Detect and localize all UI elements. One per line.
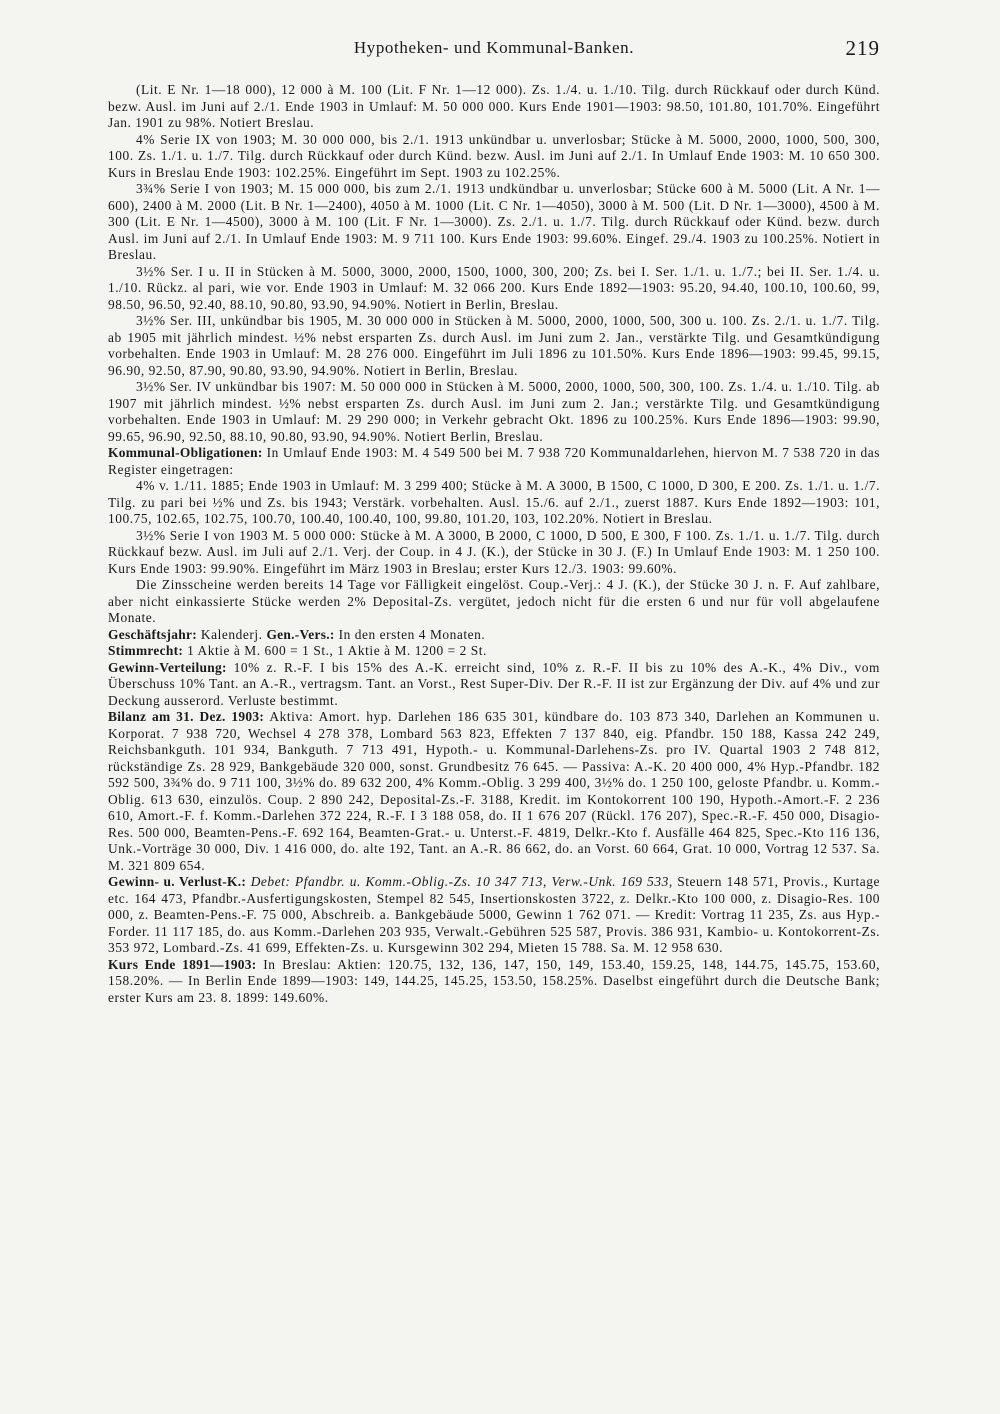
page-number: 219 bbox=[845, 36, 880, 60]
paragraph-stimmrecht bbox=[108, 643, 880, 660]
paragraph-bilanz bbox=[108, 709, 880, 874]
paragraph-zinsscheine: Die Zinsscheine werden bereits 14 Tage vor Fälligkeit eingelöst. Coup.-Verj.: 4 J. (K.), der Stücke 30 J. n. F. Auf zahlbare, aber nicht einkassierte Stücke werden 2% Deposital-Zs. vergütet, jedoch nicht für die ersten 6 und nur für voll abgelaufene Monate. bbox=[108, 577, 880, 625]
section-label: Gewinn-Verteilung: bbox=[108, 659, 227, 675]
paragraph-ser-iii: 3½% Ser. III, unkündbar bis 1905, M. 30 000 000 in Stücken à M. 5000, 2000, 1000, 500, 300 u. 100. Zs. 2./1. u. 1./7. Tilg. ab 1905 mit jährlich mindest. ½% nebst ersparten Zs. durch Ausl. im Juni zum 2. Jan., verstärkte Tilg. und Gesamtkündigung vorbehalten. Ende 1903 in Umlauf: M. 28 276 000. Eingeführt im Juli 1896 zu 101.50%. Kurs Ende 1896—1903: 99.45, 99.15, 96.90, 92.50, 87.90, 90.80, 93.90, 94.90%. Notiert in Berlin, Breslau. bbox=[108, 313, 880, 378]
paragraph-gewinn-verteilung bbox=[108, 660, 880, 710]
section-text: In Umlauf Ende 1903: M. 4 549 500 bei M. 7 938 720 Kommunaldarlehen, hiervon M. 7 538 720 in das Register eingetragen: bbox=[108, 445, 880, 477]
paragraph-lit-ef: (Lit. E Nr. 1—18 000), 12 000 à M. 100 (Lit. F Nr. 1—12 000). Zs. 1./4. u. 1./10. Tilg. durch Rückkauf oder durch Künd. bezw. Ausl. im Juni auf 2./1. Ende 1903 in Umlauf: M. 50 000 000. Kurs Ende 1901—1903: 98.50, 101.80, 101.70%. Eingeführt Jan. 1901 zu 98%. Notiert Breslau. bbox=[108, 82, 880, 130]
section-text: Aktiva: Amort. hyp. Darlehen 186 635 301, kündbare do. 103 873 340, Darlehen an Kommunen u. Korporat. 7 938 720, Wechsel 4 278 378, Lombard 563 823, Effekten 7 137 840, eig. Pfandbr. 150 188, Kassa 242 249, Reichsbankguth. 101 934, Bankguth. 7 713 491, Hypoth.- u. Kommunal-Darlehens-Zs. pro IV. Quartal 1903 2 748 812, rückständige Zs. 28 929, Bankgebäude 320 000, sonst. Grundbesitz 76 645. — Passiva: A.-K. 20 400 000, 4% Hyp.-Pfandbr. 182 592 500, 3¾% do. 9 711 100, 3½% do. 89 632 200, 4% Komm.-Oblig. 3 299 400, 3½% do. 1 250 100, geloste Pfandbr. u. Komm.-Oblig. 613 630, einzulös. Coup. 2 890 242, Deposital-Zs.-F. 3188, Kredit. im Kontokorrent 100 190, Hypoth.-Amort.-F. 2 236 610, Amort.-F. f. Komm.-Darlehen 372 224, R.-F. I 3 188 058, do. II 1 676 207 (Rückl. 176 207), Spec.-R.-F. 450 000, Disagio-Res. 500 000, Beamten-Pens.-F. 692 164, Beamten-Grat.- u. Unterst.-F. 4819, Delkr.-Kto f. Ausfälle 464 825, Spec.-Kto 116 136, Unk.-Vorträge 30 000, Div. 1 416 000, do. alte 192, Tant. an A.-R. 86 662, do. an Vorst. 60 664, Grat. 10 000, Vortrag 12 537. Sa. M. 321 809 654. bbox=[108, 709, 880, 873]
paragraph-gewinn-verlust bbox=[108, 874, 880, 957]
section-label: Gewinn- u. Verlust-K.: bbox=[108, 874, 247, 889]
section-label: Kommunal-Obligationen: bbox=[108, 445, 263, 460]
section-label: Gen.-Vers.: bbox=[266, 626, 335, 642]
paragraph-serie-ix: 4% Serie IX von 1903; M. 30 000 000, bis 2./1. 1913 unkündbar u. unverlosbar; Stücke à M. 5000, 2000, 1000, 500, 300, 100. Zs. 1./1. u. 1./7. Tilg. durch Rückkauf oder durch Künd. bezw. Ausl. im Juni auf 2./1. In Umlauf Ende 1903: M. 10 650 300. Kurs in Breslau Ende 1903: 102.25%. Eingeführt im Sept. 1903 zu 102.25%. bbox=[108, 131, 880, 180]
paragraph-serie-i-1903: 3¾% Serie I von 1903; M. 15 000 000, bis zum 2./1. 1913 undkündbar u. unverlosbar; Stücke 600 à M. 5000 (Lit. A Nr. 1—600), 2400 à M. 2000 (Lit. B Nr. 1—2400), 4050 à M. 1000 (Lit. C Nr. 1—4050), 3000 à M. 500 (Lit. D Nr. 1—3000), 4500 à M. 300 (Lit. E Nr. 1—4500), 3000 à M. 100 (Lit. F Nr. 1—3000). Zs. 2./1. u. 1./7. Tilg. durch Rückkauf oder Künd. bezw. durch Ausl. im Juni auf 2./1. In Umlauf Ende 1903: M. 9 711 100. Kurs Ende 1903: 99.60%. Eingef. 29./4. 1903 zu 100.25%. Notiert in Breslau. bbox=[108, 181, 880, 262]
section-text: In den ersten 4 Monaten. bbox=[334, 626, 486, 642]
section-italic-text: Debet: Pfandbr. u. Komm.-Oblig.-Zs. 10 347 713, Verw.-Unk. 169 533, bbox=[246, 874, 673, 889]
paragraph-kurs-ende bbox=[108, 957, 880, 1007]
document-body bbox=[108, 82, 880, 1006]
section-label: Geschäftsjahr: bbox=[108, 626, 197, 642]
paragraph-ser-i-ii: 3½% Ser. I u. II in Stücken à M. 5000, 3000, 2000, 1500, 1000, 300, 200; Zs. bei I. Ser. 1./1. u. 1./7.; bei II. Ser. 1./4. u. 1./10. Rückz. al pari, wie vor. Ende 1903 in Umlauf: M. 32 066 200. Kurs Ende 1892—1903: 95.20, 94.40, 100.10, 100.60, 99, 98.50, 96.50, 92.40, 88.10, 90.80, 93.90, 94.90%. Notiert in Berlin, Breslau. bbox=[108, 263, 880, 312]
paragraph-3-5pct-serie-i: 3½% Serie I von 1903 M. 5 000 000: Stücke à M. A 3000, B 2000, C 1000, D 500, E 300, F 100. Zs. 1./1. u. 1./7. Tilg. durch Rückkauf bezw. Ausl. im Juli auf 2./1. Verj. der Coup. in 4 J. (K.), der Stücke in 30 J. (F.) In Umlauf Ende 1903: M. 1 250 100. Kurs Ende 1903: 99.90%. Eingeführt im März 1903 in Breslau; erster Kurs 12./3. 1903: 99.60%. bbox=[108, 527, 880, 576]
section-text: In Breslau: Aktien: 120.75, 132, 136, 147, 150, 149, 153.40, 159.25, 148, 144.75, 145.75, 153.60, 158.20%. — In Berlin Ende 1899—1903: 149, 144.25, 145.25, 153.50, 158.25%. Daselbst eingeführt durch die Deutsche Bank; erster Kurs am 23. 8. 1899: 149.60%. bbox=[108, 956, 880, 1005]
paragraph-4pct-1885: 4% v. 1./11. 1885; Ende 1903 in Umlauf: M. 3 299 400; Stücke à M. A 3000, B 1500, C 1000, D 300, E 200. Zs. 1./1. u. 1./7. Tilg. zu pari bei ½% und Zs. bis 1943; Verstärk. vorbehalten. Ausl. 15./6. auf 2./1., zuerst 1887. Kurs Ende 1892—1903: 101, 100.75, 102.65, 102.75, 100.70, 100.40, 100.40, 100, 99.80, 101.20, 103, 102.20%. Notiert in Breslau. bbox=[108, 478, 880, 526]
paragraph-geschaeftsjahr bbox=[108, 627, 880, 644]
section-text: Kalenderj. bbox=[197, 626, 267, 642]
section-text: Steuern 148 571, Provis., Kurtage etc. 164 473, Pfandbr.-Ausfertigungskosten, Stempel 82 545, Insertionskosten 3722, z. Delkr.-Kto 100 000, z. Disagio-Res. 100 000, z. Beamten-Pens.-F. 75 000, Abschreib. a. Bankgebäude 5000, Gewinn 1 762 071. — Kredit: Vortrag 11 235, Zs. aus Hyp.-Forder. 11 117 185, do. aus Komm.-Darlehen 203 935, Verwalt.-Gebühren 525 587, Provis. 386 931, Kambio- u. Kontokorrent-Zs. 353 972, Lombard.-Zs. 41 699, Effekten-Zs. u. Kursgewinn 302 294, Mieten 15 788. Sa. M. 12 958 630. bbox=[108, 874, 880, 955]
paragraph-kommunal-obligationen bbox=[108, 445, 880, 478]
running-title: Hypotheken- und Kommunal-Banken. bbox=[353, 38, 635, 57]
section-label: Stimmrecht: bbox=[108, 643, 184, 658]
section-label: Bilanz am 31. Dez. 1903: bbox=[108, 709, 265, 724]
paragraph-ser-iv: 3½% Ser. IV unkündbar bis 1907: M. 50 000 000 in Stücken à M. 5000, 2000, 1000, 500, 300, 100. Zs. 1./4. u. 1./10. Tilg. ab 1907 mit jährlich mindest. ½% nebst ersparten Zs. durch Ausl. im Juni zum 2. Jan.; verstärkte Tilg. und Gesamtkündigung vorbehalten. Ende 1903 in Umlauf: M. 29 290 000; in Verkehr gebracht Okt. 1896 zu 100.25%. Kurs Ende 1896—1903: 99.90, 99.65, 96.90, 92.50, 88.10, 90.80, 93.90, 94.90%. Notiert Berlin, Breslau. bbox=[108, 379, 880, 444]
section-label: Kurs Ende 1891—1903: bbox=[108, 956, 257, 972]
section-text: 10% z. R.-F. I bis 15% des A.-K. erreicht sind, 10% z. R.-F. II bis zu 10% des A.-K., 4% Div., vom Überschuss 10% Tant. an A.-R., vertragsm. Tant. an Vorst., Rest Super-Div. Der R.-F. II ist zur Ergänzung der Div. auf 4% und zur Deckung ausserord. Verluste bestimmt. bbox=[108, 659, 880, 708]
section-text: 1 Aktie à M. 600 = 1 St., 1 Aktie à M. 1200 = 2 St. bbox=[183, 643, 487, 658]
page-header bbox=[108, 38, 880, 68]
